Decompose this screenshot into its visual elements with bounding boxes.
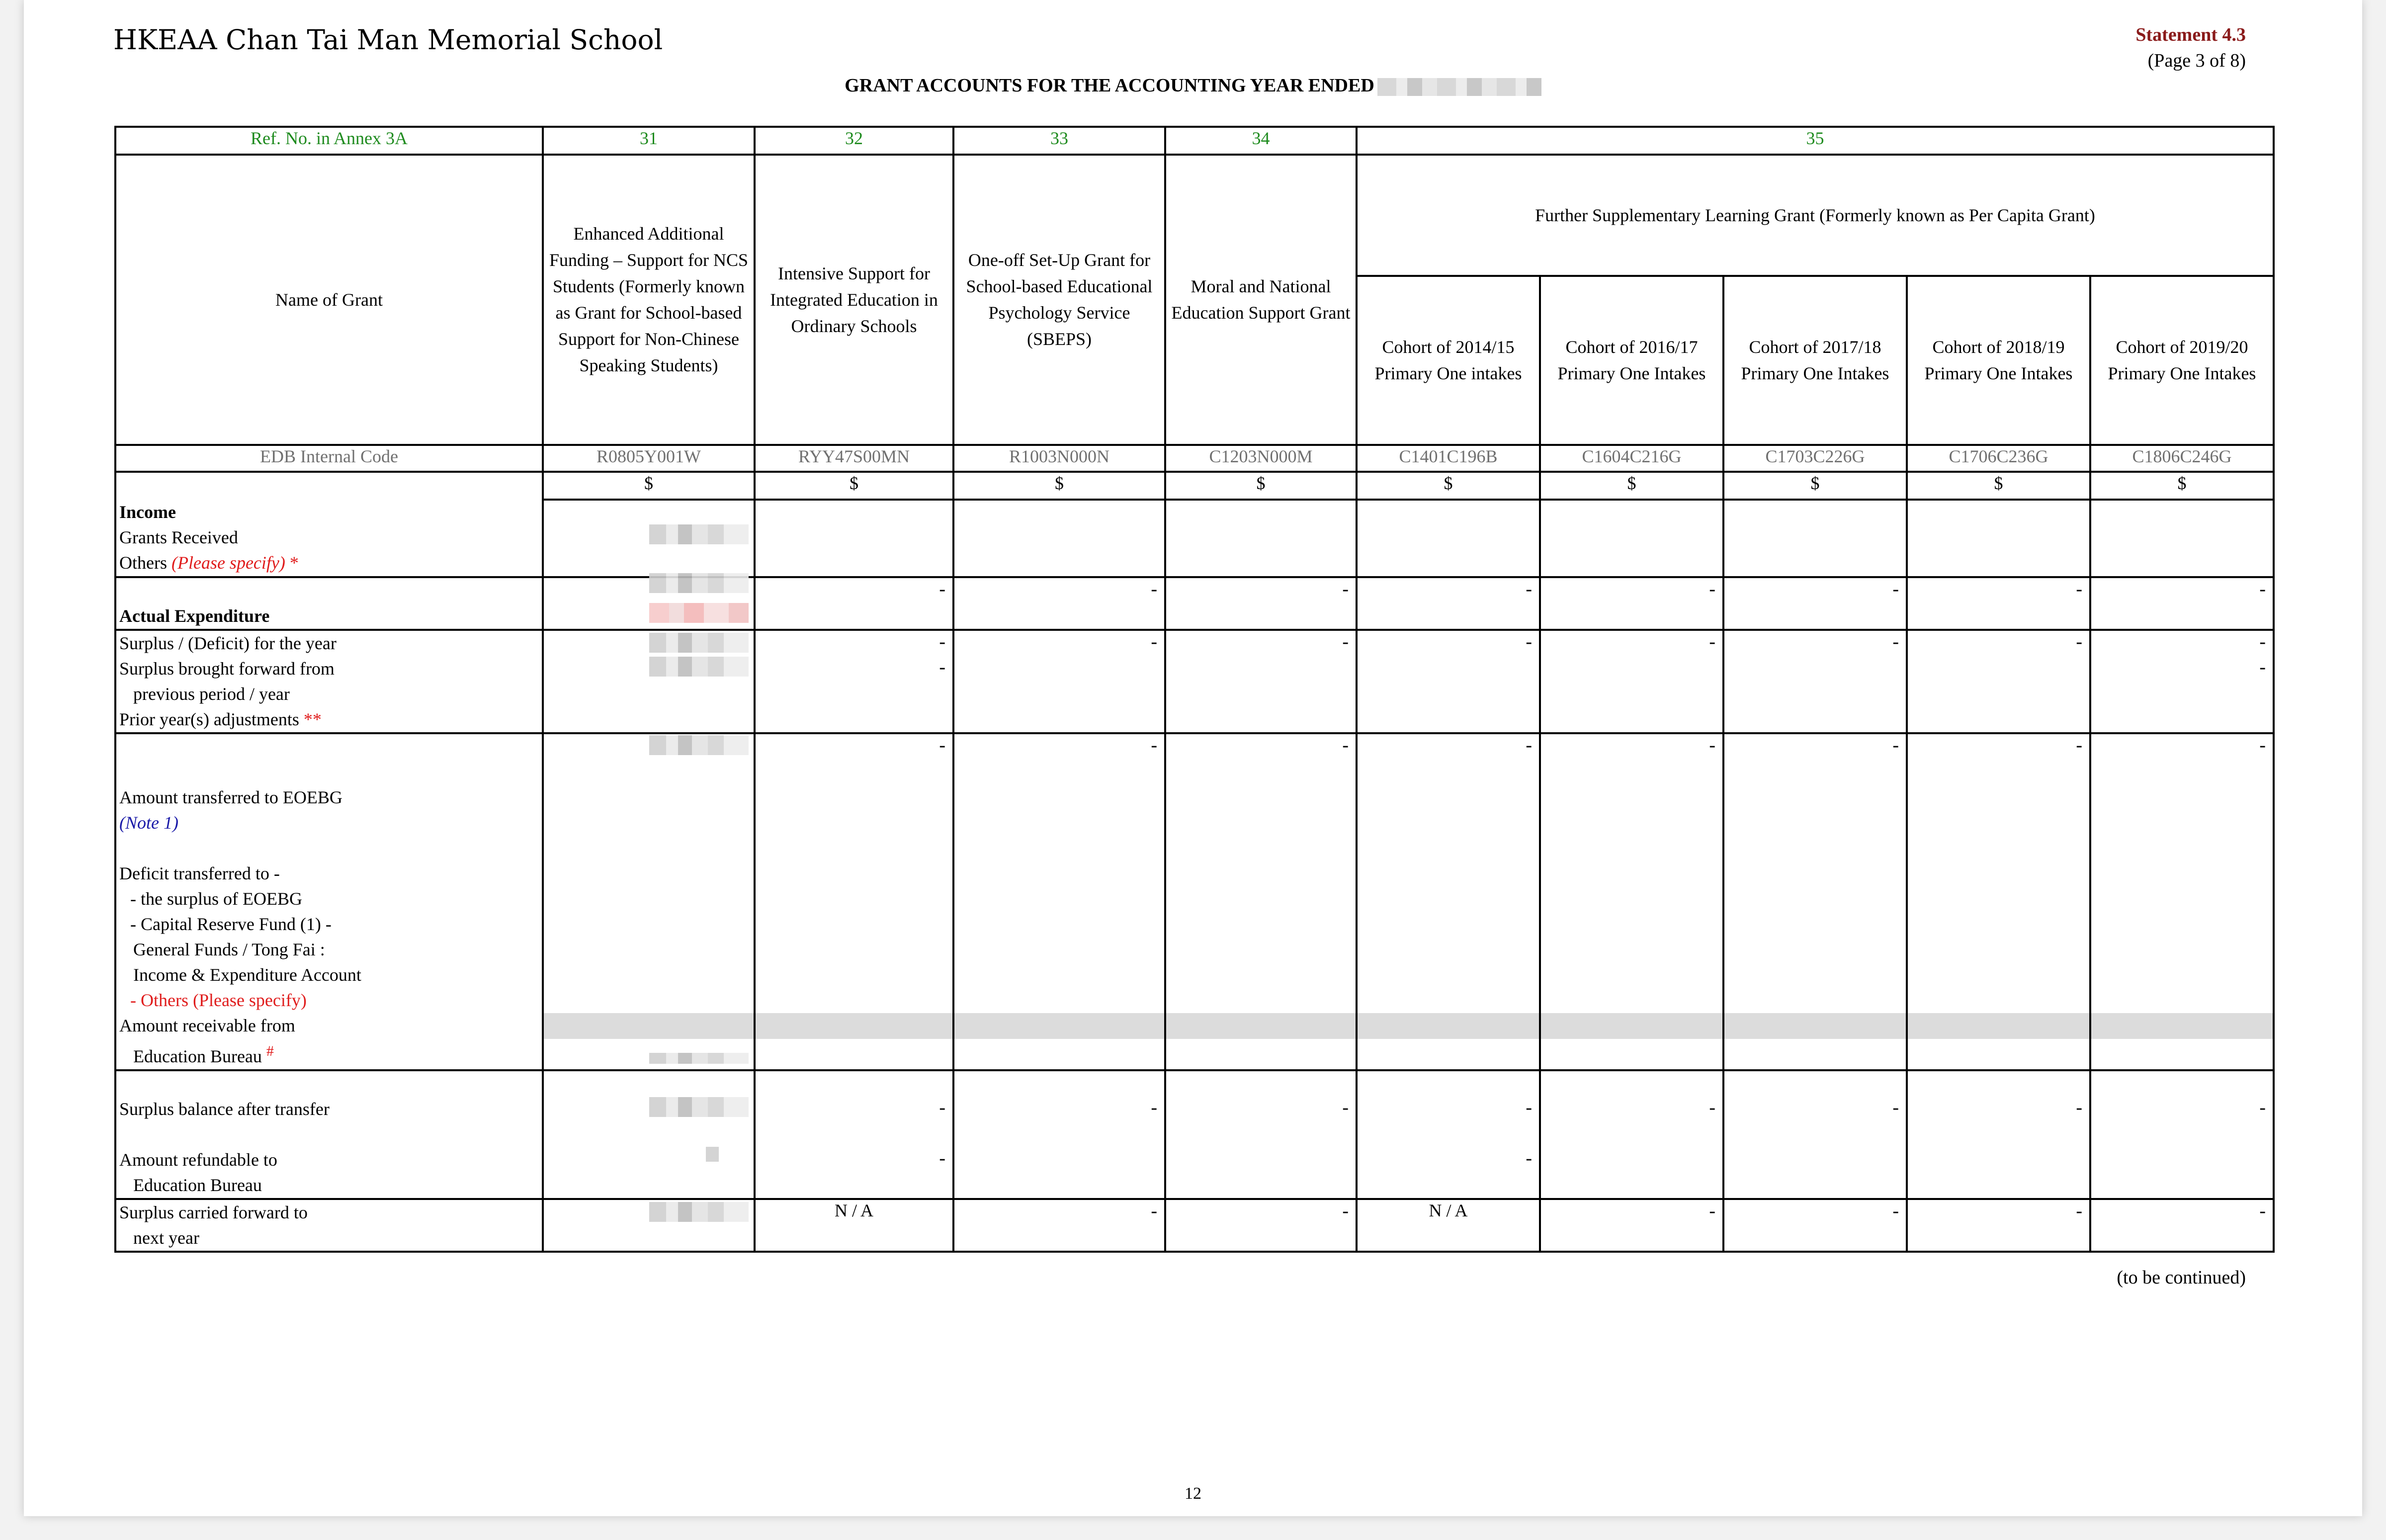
surplus-35b: -: [1540, 630, 1723, 733]
redacted-value: [649, 524, 749, 544]
receivable-34: [1165, 1013, 1357, 1070]
transfer-block: [115, 733, 2274, 1013]
income-35b: [1540, 500, 1723, 577]
statement-page: [24, 0, 2362, 1516]
carried-32: N / A: [755, 1199, 953, 1252]
carried-label-1: Surplus carried forward to: [119, 1202, 308, 1222]
expenditure-block: [115, 577, 2274, 630]
surplus-bf-label-1: Surplus brought forward from: [119, 659, 335, 679]
transfer-32: -: [755, 733, 953, 1013]
income-block: [115, 500, 2274, 577]
surplus-deficit-label: Surplus / (Deficit) for the year: [119, 633, 337, 653]
edb-code-34: C1203N000M: [1165, 445, 1357, 472]
edb-code-label: EDB Internal Code: [115, 445, 543, 472]
after-transfer-35a: - -: [1357, 1070, 1540, 1199]
grant-name-31: Enhanced Additional Funding – Support for NCS Students (Formerly known as Grant for School-based Support for Non-Chinese Speaking Students): [543, 155, 755, 445]
grant-name-row: [115, 155, 2274, 276]
after-transfer-35d: -: [1907, 1070, 2090, 1199]
receivable-35e: [2090, 1013, 2274, 1070]
receivable-label-2: [119, 1038, 542, 1069]
income-35d: [1907, 500, 2090, 577]
receivable-35a: [1357, 1013, 1540, 1070]
after-transfer-34: -: [1165, 1070, 1357, 1199]
carried-forward-labels: [115, 1199, 543, 1252]
surplus-35a: -: [1357, 630, 1540, 733]
deficit-to-label: Deficit transferred to -: [119, 863, 280, 883]
surplus-35c: -: [1723, 630, 1907, 733]
redacted-value: [649, 657, 749, 677]
carried-label-2: next year: [133, 1228, 199, 1248]
edb-code-35c: C1703C226G: [1723, 445, 1907, 472]
redacted-value: [706, 1147, 719, 1162]
school-name: HKEAA Chan Tai Man Memorial School: [113, 24, 663, 56]
income-33: [953, 500, 1165, 577]
carried-35e: -: [2090, 1199, 2274, 1252]
carried-35a: N / A: [1357, 1199, 1540, 1252]
currency-label-blank: [115, 472, 543, 500]
grants-received-label: Grants Received: [119, 527, 238, 547]
receivable-label-1: Amount receivable from: [119, 1016, 295, 1035]
cohort-2018-19: Cohort of 2018/19 Primary One Intakes: [1907, 276, 2090, 445]
after-transfer-35e: -: [2090, 1070, 2274, 1199]
transfer-eoebg-label: Amount transferred to EOEBG: [119, 787, 342, 807]
general-funds-label: General Funds / Tong Fai :: [133, 940, 325, 959]
document-title: [24, 75, 2362, 96]
ref-34: 34: [1165, 127, 1357, 155]
currency-34: $: [1165, 472, 1357, 500]
redacted-value: [649, 573, 749, 593]
surplus-33: -: [953, 630, 1165, 733]
receivable-35c: [1723, 1013, 1907, 1070]
currency-35e: $: [2090, 472, 2274, 500]
grant-name-33: One-off Set-Up Grant for School-based Educational Psychology Service (SBEPS): [953, 155, 1165, 445]
expenditure-35c: -: [1723, 577, 1907, 630]
redacted-value: [649, 1053, 749, 1064]
edb-code-35d: C1706C236G: [1907, 445, 2090, 472]
surplus-bf-label-2: previous period / year: [133, 684, 290, 704]
expenditure-35b: -: [1540, 577, 1723, 630]
redacted-value: [649, 735, 749, 755]
expenditure-33: -: [953, 577, 1165, 630]
after-transfer-block: [115, 1070, 2274, 1199]
after-transfer-labels: [115, 1070, 543, 1199]
after-transfer-32: - -: [755, 1070, 953, 1199]
surplus-35e: - -: [2090, 630, 2274, 733]
income-35a: [1357, 500, 1540, 577]
after-transfer-35b: -: [1540, 1070, 1723, 1199]
expenditure-35e: -: [2090, 577, 2274, 630]
transfer-35c: -: [1723, 733, 1907, 1013]
carried-35d: -: [1907, 1199, 2090, 1252]
name-of-grant-label: Name of Grant: [115, 155, 543, 445]
surplus-31: [543, 630, 755, 733]
carried-forward-block: [115, 1199, 2274, 1252]
refundable-label-2: Education Bureau: [133, 1175, 262, 1195]
expenditure-labels: [115, 577, 543, 630]
grant-name-35: Further Supplementary Learning Grant (Formerly known as Per Capita Grant): [1357, 155, 2274, 276]
transfer-33: -: [953, 733, 1165, 1013]
surplus-34: -: [1165, 630, 1357, 733]
refundable-label-1: Amount refundable to: [119, 1150, 277, 1170]
carried-34: -: [1165, 1199, 1357, 1252]
receivable-35d: [1907, 1013, 2090, 1070]
actual-expenditure-label: Actual Expenditure: [119, 606, 270, 626]
please-specify-note: (Please specify): [171, 553, 285, 573]
receivable-labels: [115, 1013, 543, 1070]
currency-35d: $: [1907, 472, 2090, 500]
expenditure-34: -: [1165, 577, 1357, 630]
transfer-35b: -: [1540, 733, 1723, 1013]
asterisk-mark: *: [289, 553, 299, 573]
after-transfer-31: [543, 1070, 755, 1199]
prior-adj-text: Prior year(s) adjustments: [119, 709, 299, 729]
edb-code-row: [115, 445, 2274, 472]
transfer-35d: -: [1907, 733, 2090, 1013]
carried-31: [543, 1199, 755, 1252]
others-specify-label: - Others (Please specify): [130, 990, 307, 1010]
edb-code-35b: C1604C216G: [1540, 445, 1723, 472]
receivable-text-2: Education Bureau: [133, 1046, 262, 1066]
ref-31: 31: [543, 127, 755, 155]
cohort-2017-18: Cohort of 2017/18 Primary One Intakes: [1723, 276, 1907, 445]
carried-35c: -: [1723, 1199, 1907, 1252]
document-title-text: GRANT ACCOUNTS FOR THE ACCOUNTING YEAR ENDED: [845, 75, 1374, 96]
prior-adj-label: [119, 707, 542, 732]
currency-35a: $: [1357, 472, 1540, 500]
grant-name-32: Intensive Support for Integrated Education in Ordinary Schools: [755, 155, 953, 445]
income-32: [755, 500, 953, 577]
receivable-32: [755, 1013, 953, 1070]
income-35e: [2090, 500, 2274, 577]
surplus-eoebg-label: - the surplus of EOEBG: [130, 889, 302, 909]
ref-label: Ref. No. in Annex 3A: [115, 127, 543, 155]
income-31: [543, 500, 755, 577]
cohort-2016-17: Cohort of 2016/17 Primary One Intakes: [1540, 276, 1723, 445]
income-34: [1165, 500, 1357, 577]
crf-label: - Capital Reserve Fund (1) -: [130, 914, 332, 934]
cohort-2019-20: Cohort of 2019/20 Primary One Intakes: [2090, 276, 2274, 445]
others-label: [119, 550, 542, 576]
surplus-35d: -: [1907, 630, 2090, 733]
ie-account-label: Income & Expenditure Account: [133, 965, 361, 985]
currency-32: $: [755, 472, 953, 500]
after-transfer-33: -: [953, 1070, 1165, 1199]
edb-code-33: R1003N000N: [953, 445, 1165, 472]
surplus-labels: [115, 630, 543, 733]
ref-33: 33: [953, 127, 1165, 155]
ref-row: [115, 127, 2274, 155]
income-labels: [115, 500, 543, 577]
note-1-label: (Note 1): [119, 813, 178, 833]
double-asterisk-mark: **: [303, 709, 322, 729]
carried-33: -: [953, 1199, 1165, 1252]
redacted-value: [649, 603, 749, 623]
surplus-after-label: Surplus balance after transfer: [119, 1099, 330, 1119]
receivable-block: [115, 1013, 2274, 1070]
after-transfer-35c: -: [1723, 1070, 1907, 1199]
surplus-block: [115, 630, 2274, 733]
transfer-35e: -: [2090, 733, 2274, 1013]
currency-35b: $: [1540, 472, 1723, 500]
grant-accounts-table: [114, 126, 2275, 1253]
edb-code-35e: C1806C246G: [2090, 445, 2274, 472]
receivable-31: [543, 1013, 755, 1070]
redacted-value: [649, 633, 749, 653]
redacted-value: [649, 1202, 749, 1222]
expenditure-31: [543, 577, 755, 630]
to-be-continued: (to be continued): [2117, 1267, 2246, 1288]
expenditure-35a: -: [1357, 577, 1540, 630]
currency-31: $: [543, 472, 755, 500]
transfer-35a: -: [1357, 733, 1540, 1013]
currency-35c: $: [1723, 472, 1907, 500]
cohort-2014-15: Cohort of 2014/15 Primary One intakes: [1357, 276, 1540, 445]
receivable-35b: [1540, 1013, 1723, 1070]
others-text: Others: [119, 553, 167, 573]
income-35c: [1723, 500, 1907, 577]
currency-33: $: [953, 472, 1165, 500]
surplus-32: - -: [755, 630, 953, 733]
transfer-34: -: [1165, 733, 1357, 1013]
carried-35b: -: [1540, 1199, 1723, 1252]
transfer-31: [543, 733, 755, 1013]
edb-code-32: RYY47S00MN: [755, 445, 953, 472]
page-number: 12: [1185, 1484, 1201, 1503]
redacted-date: [1377, 78, 1541, 96]
receivable-33: [953, 1013, 1165, 1070]
transfer-labels: [115, 733, 543, 1013]
edb-code-35a: C1401C196B: [1357, 445, 1540, 472]
page-of-label: (Page 3 of 8): [2147, 50, 2246, 71]
expenditure-32: -: [755, 577, 953, 630]
edb-code-31: R0805Y001W: [543, 445, 755, 472]
hash-mark: #: [266, 1043, 274, 1059]
redacted-value: [649, 1097, 749, 1117]
grant-name-34: Moral and National Education Support Grant: [1165, 155, 1357, 445]
currency-row: [115, 472, 2274, 500]
statement-number: Statement 4.3: [2135, 24, 2246, 45]
ref-35: 35: [1357, 127, 2274, 155]
expenditure-35d: -: [1907, 577, 2090, 630]
ref-32: 32: [755, 127, 953, 155]
income-heading: Income: [119, 502, 176, 522]
